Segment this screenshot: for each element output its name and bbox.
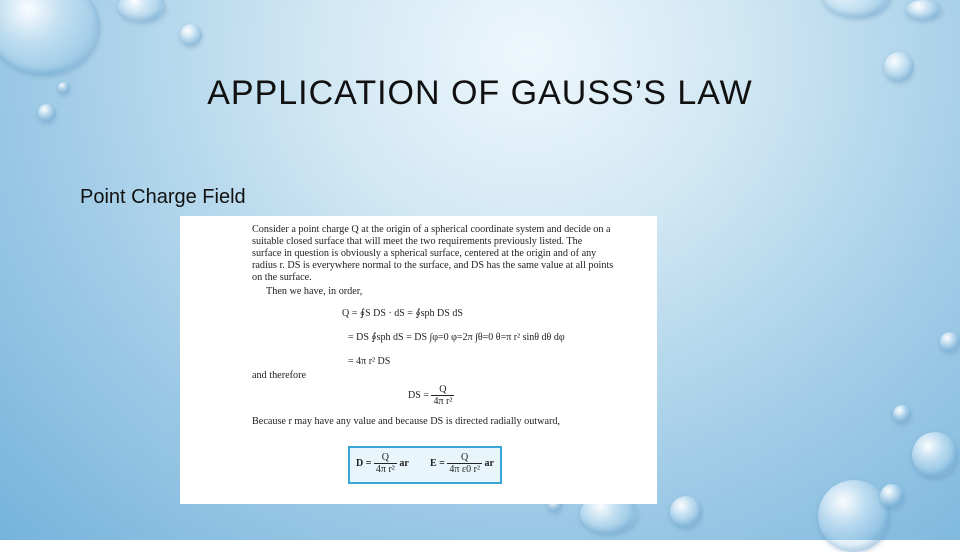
result-E-lhs: E = [430, 457, 445, 469]
equation-DS-lhs: DS = [408, 389, 429, 401]
water-drop-decoration [180, 24, 202, 46]
slide-title: APPLICATION OF GAUSS’S LAW [207, 74, 753, 112]
result-D [356, 452, 409, 475]
textbook-excerpt [180, 216, 657, 504]
fraction-numerator: Q [431, 384, 454, 396]
because-line: Because r may have any value and because DS is directed radially outward, [252, 416, 561, 427]
fraction-denominator: 4π r² [433, 396, 453, 407]
water-drop-decoration [884, 52, 914, 82]
result-E [430, 452, 494, 475]
result-E-fraction [447, 452, 482, 475]
water-drop-decoration [58, 82, 70, 94]
water-drop-decoration [38, 104, 56, 122]
equation-line-1: Q = ∮S DS · dS = ∮sph DS dS [342, 308, 463, 319]
water-drop-decoration [818, 480, 890, 552]
water-drop-decoration [670, 496, 702, 528]
therefore-line: and therefore [252, 370, 307, 381]
water-drop-decoration [893, 405, 911, 423]
fraction-numerator: Q [447, 452, 482, 464]
result-D-unit-vector: ar [399, 457, 409, 469]
fraction-denominator: 4π r² [375, 464, 395, 475]
result-E-unit-vector: ar [484, 457, 494, 469]
result-D-lhs: D = [356, 457, 372, 469]
slide-subtitle: Point Charge Field [80, 186, 246, 208]
equation-line-3: = 4π r² DS [348, 356, 391, 367]
equation-DS-fraction [431, 384, 454, 407]
result-box [348, 446, 502, 484]
water-drop-decoration [912, 432, 958, 478]
water-drop-decoration [940, 332, 960, 352]
equation-line-2: = DS ∮sph dS = DS ∫φ=0 φ=2π ∫θ=0 θ=π r² sinθ dθ dφ [348, 332, 565, 343]
equation-DS [408, 384, 454, 407]
result-D-fraction [374, 452, 397, 475]
water-drop-decoration [906, 0, 942, 20]
then-line: Then we have, in order, [266, 286, 363, 297]
fraction-denominator: 4π ε0 r² [449, 464, 480, 475]
fraction-numerator: Q [374, 452, 397, 464]
intro-paragraph: Consider a point charge Q at the origin of a spherical coordinate system and decide on a suitable closed surface that will meet the two requirements previously listed. The surface in question is obviously a spherical surface, centered at the origin and of any radius r. DS is everywhere normal to the surface, and DS has the same value at all points on the surface. [252, 224, 614, 283]
water-drop-decoration [880, 484, 904, 508]
